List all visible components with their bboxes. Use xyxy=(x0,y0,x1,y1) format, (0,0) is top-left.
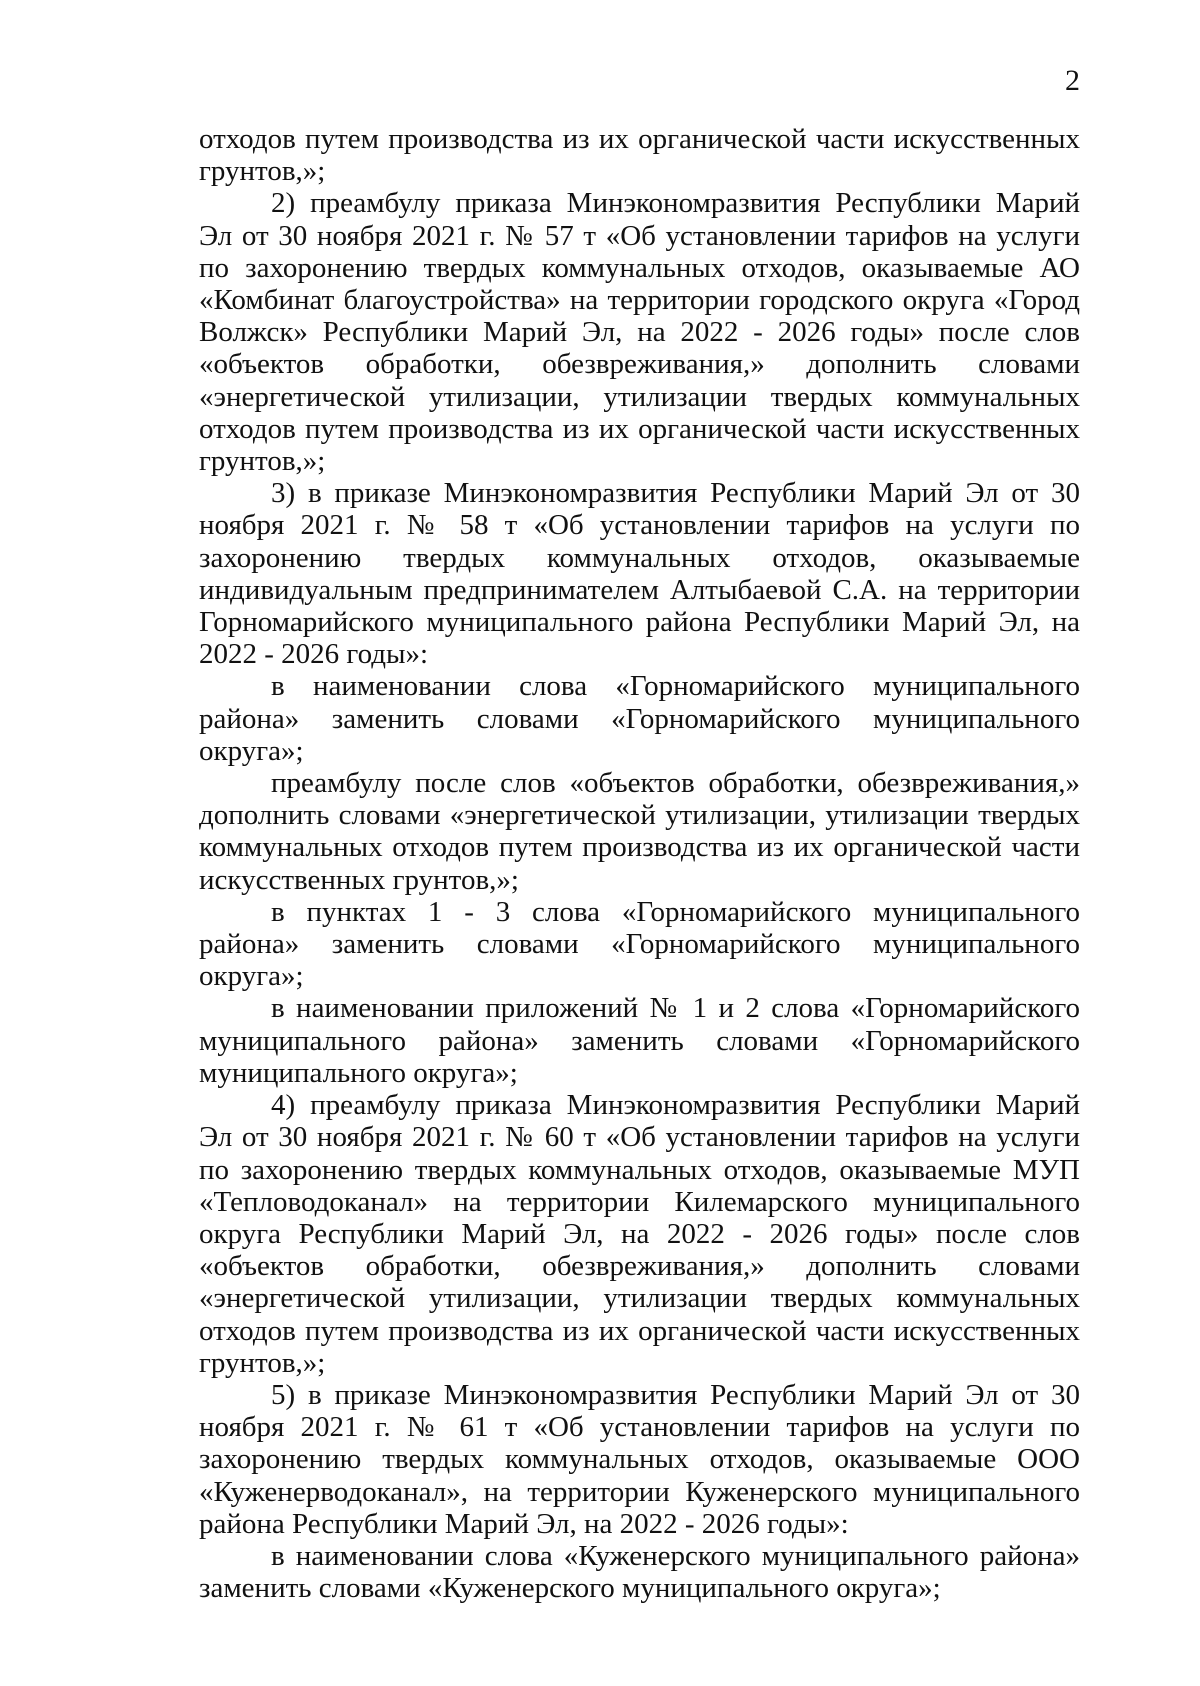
document-body xyxy=(199,123,1080,1604)
paragraph-4: в наименовании слова «Горномарийского муниципального района» заменить словами «Горномарийского муниципального округа»; xyxy=(199,670,1080,767)
paragraph-6: в пунктах 1 - 3 слова «Горномарийского муниципального района» заменить словами «Горномарийского муниципального округа»; xyxy=(199,895,1080,993)
paragraph-3: 3) в приказе Минэкономразвития Республики Марий Эл от 30 ноября 2021 г. № 58 т «Об установлении тарифов на услуги по захоронению твердых коммунальных отходов, оказываемые индивидуальным предпринимателем Алтыбаевой С.А. на территории Горномарийского муниципального района Республики Марий Эл, на 2022 - 2026 годы»: xyxy=(199,477,1080,671)
paragraph-2: 2) преамбулу приказа Минэкономразвития Республики Марий Эл от 30 ноября 2021 г. № 57 т «Об установлении тарифов на услуги по захоронению твердых коммунальных отходов, оказываемые АО «Комбинат благоустройства» на территории городского округа «Город Волжск» Республики Марий Эл, на 2022 - 2026 годы» после слов «объектов обработки, обезвреживания,» дополнить словами «энергетической утилизации, утилизации твердых коммунальных отходов путем производства из их органической части искусственных грунтов,»; xyxy=(199,187,1080,478)
paragraph-9: 5) в приказе Минэкономразвития Республики Марий Эл от 30 ноября 2021 г. № 61 т «Об установлении тарифов на услуги по захоронению твердых коммунальных отходов, оказываемые ООО «Куженерводоканал», на территории Куженерского муниципального района Республики Марий Эл, на 2022 - 2026 годы»: xyxy=(199,1378,1080,1540)
paragraph-10: в наименовании слова «Куженерского муниципального района» заменить словами «Куженерского муниципального округа»; xyxy=(199,1539,1080,1605)
page-number: 2 xyxy=(1065,64,1080,97)
paragraph-8: 4) преамбулу приказа Минэкономразвития Республики Марий Эл от 30 ноября 2021 г. № 60 т «Об установлении тарифов на услуги по захоронению твердых коммунальных отходов, оказываемые МУП «Тепловодоканал» на территории Килемарского муниципального округа Республики Марий Эл, на 2022 - 2026 годы» после слов «объектов обработки, обезвреживания,» дополнить словами «энергетической утилизации, утилизации твердых коммунальных отходов путем производства из их органической части искусственных грунтов,»; xyxy=(199,1089,1080,1379)
paragraph-7: в наименовании приложений № 1 и 2 слова «Горномарийского муниципального района» заменить словами «Горномарийского муниципального округа»; xyxy=(199,992,1080,1089)
paragraph-5: преамбулу после слов «объектов обработки, обезвреживания,» дополнить словами «энергетической утилизации, утилизации твердых коммунальных отходов путем производства из их органической части искусственных грунтов,»; xyxy=(199,767,1080,896)
paragraph-1: отходов путем производства из их органической части искусственных грунтов,»; xyxy=(199,123,1080,188)
